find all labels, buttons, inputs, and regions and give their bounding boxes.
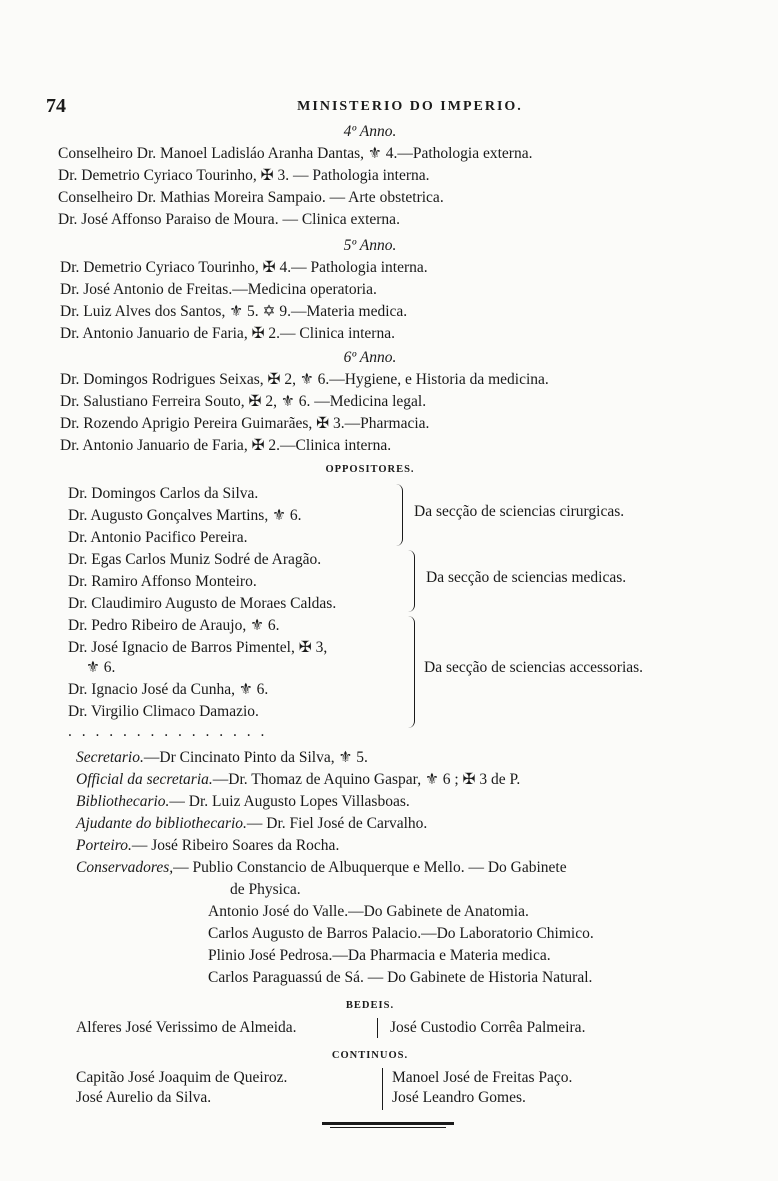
staff-text: — Dr. Luiz Augusto Lopes Villasboas. <box>169 793 410 810</box>
section-label: Da secção de sciencias medicas. <box>426 569 627 586</box>
staff-role: Secretario. <box>76 749 144 766</box>
continuo-right: José Leandro Gomes. <box>392 1089 526 1106</box>
page-number: 74 <box>46 95 66 117</box>
oppositor-line: Dr. Ramiro Affonso Monteiro. <box>68 573 257 590</box>
staff-role: Bibliothecario. <box>76 793 170 810</box>
bedeis-heading: BEDEIS. <box>345 1000 395 1011</box>
faculty-line: Dr. Demetrio Cyriaco Tourinho, ✠ 3. — Pathologia interna. <box>58 167 430 184</box>
staff-secretario <box>76 748 368 768</box>
faculty-line: Dr. José Affonso Paraiso de Moura. — Clinica externa. <box>58 211 400 228</box>
column-divider <box>382 1068 383 1110</box>
section-label: Da secção de sciencias accessorias. <box>424 659 644 676</box>
faculty-line: Dr. Antonio Januario de Faria, ✠ 2.— Clinica interna. <box>60 325 395 342</box>
oppositor-line: Dr. Virgilio Climaco Damazio. <box>68 703 259 720</box>
staff-porteiro <box>76 836 339 856</box>
staff-official <box>76 770 520 790</box>
staff-role: Conservadores, <box>76 859 174 876</box>
continuo-left: Capitão José Joaquim de Queiroz. <box>76 1069 288 1086</box>
conservador-line: Carlos Paraguassú de Sá. — Do Gabinete de Historia Natural. <box>208 969 593 986</box>
brace <box>396 484 403 546</box>
staff-text: — Publio Constancio de Albuquerque e Mello. — Do Gabinete <box>173 859 567 876</box>
staff-role: Ajudante do bibliothecario. <box>76 815 247 832</box>
oppositor-line: Dr. Antonio Pacifico Pereira. <box>68 529 248 546</box>
staff-ajudante <box>76 814 427 834</box>
faculty-line: Dr. Demetrio Cyriaco Tourinho, ✠ 4.— Pathologia interna. <box>60 259 428 276</box>
oppositor-line: Dr. Augusto Gonçalves Martins, ⚜ 6. <box>68 507 302 524</box>
continuos-heading: CONTINUOS. <box>331 1050 409 1061</box>
year-5-title: 5º Anno. <box>343 237 397 254</box>
column-divider <box>377 1018 378 1038</box>
oppositor-line: Dr. José Ignacio de Barros Pimentel, ✠ 3, <box>68 639 328 656</box>
oppositor-line: Dr. Ignacio José da Cunha, ⚜ 6. <box>68 681 269 698</box>
staff-role: Official da secretaria. <box>76 771 213 788</box>
staff-text: — Dr. Fiel José de Carvalho. <box>246 815 428 832</box>
faculty-line: Dr. José Antonio de Freitas.—Medicina operatoria. <box>60 281 377 298</box>
staff-bibliothecario <box>76 792 410 812</box>
faculty-line: Dr. Domingos Rodrigues Seixas, ✠ 2, ⚜ 6.—Hygiene, e Historia da medicina. <box>60 371 549 388</box>
oppositor-line: ⚜ 6. <box>86 659 116 676</box>
conservador-line: Carlos Augusto de Barros Palacio.—Do Laboratorio Chimico. <box>208 925 594 942</box>
section-label: Da secção de sciencias cirurgicas. <box>414 503 625 520</box>
faculty-line: Conselheiro Dr. Manoel Ladisláo Aranha Dantas, ⚜ 4.—Pathologia externa. <box>58 145 533 162</box>
staff-text: — José Ribeiro Soares da Rocha. <box>131 837 340 854</box>
closing-rule <box>322 1122 454 1125</box>
closing-rule-thin <box>330 1127 446 1128</box>
running-title: MINISTERIO DO IMPERIO. <box>297 99 523 114</box>
oppositor-line: Dr. Claudimiro Augusto de Moraes Caldas. <box>68 595 337 612</box>
staff-text: —Dr. Thomaz de Aquino Gaspar, ⚜ 6 ; ✠ 3 de P. <box>212 771 521 788</box>
faculty-line: Dr. Luiz Alves dos Santos, ⚜ 5. ✡ 9.—Materia medica. <box>60 303 408 320</box>
staff-role: Porteiro. <box>76 837 132 854</box>
faculty-line: Dr. Rozendo Aprigio Pereira Guimarães, ✠ 3.—Pharmacia. <box>60 415 430 432</box>
faculty-line: Dr. Antonio Januario de Faria, ✠ 2.—Clinica interna. <box>60 437 392 454</box>
year-4-title: 4º Anno. <box>343 123 397 140</box>
oppositor-line: Dr. Egas Carlos Muniz Sodré de Aragão. <box>68 551 322 568</box>
brace <box>408 616 415 728</box>
conservador-line: Antonio José do Valle.—Do Gabinete de Anatomia. <box>208 903 529 920</box>
staff-text: —Dr Cincinato Pinto da Silva, ⚜ 5. <box>143 749 368 766</box>
oppositores-heading: OPPOSITORES. <box>325 464 415 475</box>
bedel-right: José Custodio Corrêa Palmeira. <box>390 1019 586 1036</box>
conservador-line: de Physica. <box>230 881 301 898</box>
continuo-left: José Aurelio da Silva. <box>76 1089 212 1106</box>
staff-conservadores <box>76 858 567 878</box>
ellipsis-dots: . . . . . . . . . . . . . . . <box>68 723 268 740</box>
oppositor-line: Dr. Domingos Carlos da Silva. <box>68 485 259 502</box>
brace <box>408 550 415 612</box>
year-6-title: 6º Anno. <box>343 349 397 366</box>
faculty-line: Conselheiro Dr. Mathias Moreira Sampaio. — Arte obstetrica. <box>58 189 444 206</box>
bedel-left: Alferes José Verissimo de Almeida. <box>76 1019 297 1036</box>
continuo-right: Manoel José de Freitas Paço. <box>392 1069 573 1086</box>
conservador-line: Plinio José Pedrosa.—Da Pharmacia e Materia medica. <box>208 947 551 964</box>
oppositor-line: Dr. Pedro Ribeiro de Araujo, ⚜ 6. <box>68 617 280 634</box>
faculty-line: Dr. Salustiano Ferreira Souto, ✠ 2, ⚜ 6. —Medicina legal. <box>60 393 427 410</box>
